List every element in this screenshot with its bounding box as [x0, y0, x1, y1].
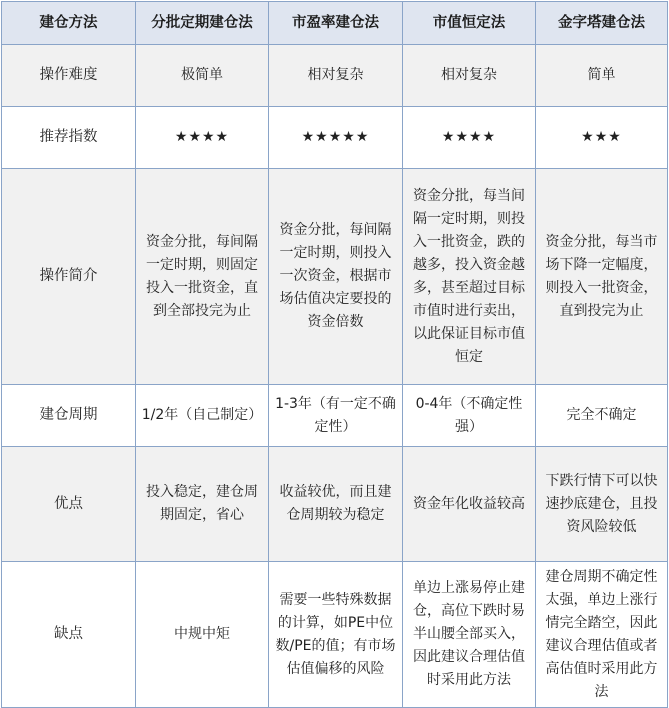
- row-label: 缺点: [2, 562, 136, 708]
- rating-stars: ★★★★★: [269, 107, 403, 169]
- table-row-difficulty: [2, 45, 668, 107]
- row-label: 操作简介: [2, 169, 136, 385]
- table-cell: 中规中矩: [136, 562, 269, 708]
- table-cell: 下跌行情下可以快速抄底建仓，且投资风险较低: [536, 447, 668, 562]
- table-row-rating: [2, 107, 668, 169]
- table-cell: 建仓周期不确定性太强，单边上涨行情完全踏空，因此建议合理估值或者高估值时采用此方法: [536, 562, 668, 708]
- row-label: 操作难度: [2, 45, 136, 107]
- table-cell: 0-4年（不确定性强）: [403, 385, 536, 447]
- header-periodic-batch: 分批定期建仓法: [136, 2, 269, 45]
- header-method: 建仓方法: [2, 2, 136, 45]
- header-pyramid: 金字塔建仓法: [536, 2, 668, 45]
- rating-stars: ★★★★: [403, 107, 536, 169]
- row-label: 推荐指数: [2, 107, 136, 169]
- rating-stars: ★★★★: [136, 107, 269, 169]
- table-cell: 相对复杂: [269, 45, 403, 107]
- header-row: [2, 2, 668, 45]
- comparison-table: [1, 1, 668, 708]
- table-cell: 单边上涨易停止建仓，高位下跌时易半山腰全部买入，因此建议合理估值时采用此方法: [403, 562, 536, 708]
- table-row-period: [2, 385, 668, 447]
- table-cell: 1/2年（自己制定）: [136, 385, 269, 447]
- table-cell: 需要一些特殊数据的计算，如PE中位数/PE的值；有市场估值偏移的风险: [269, 562, 403, 708]
- table-cell: 资金分批，每当市场下降一定幅度，则投入一批资金，直到投完为止: [536, 169, 668, 385]
- table-row-cons: [2, 562, 668, 708]
- rating-stars: ★★★: [536, 107, 668, 169]
- header-constant-value: 市值恒定法: [403, 2, 536, 45]
- row-label: 优点: [2, 447, 136, 562]
- table-cell: 收益较优，而且建仓周期较为稳定: [269, 447, 403, 562]
- table-cell: 资金分批，每间隔一定时期，则投入一次资金，根据市场估值决定要投的资金倍数: [269, 169, 403, 385]
- table-cell: 1-3年（有一定不确定性）: [269, 385, 403, 447]
- table-row-description: [2, 169, 668, 385]
- header-pe-ratio: 市盈率建仓法: [269, 2, 403, 45]
- table-cell: 相对复杂: [403, 45, 536, 107]
- table-row-pros: [2, 447, 668, 562]
- table-cell: 资金分批，每间隔一定时期，则固定投入一批资金，直到全部投完为止: [136, 169, 269, 385]
- row-label: 建仓周期: [2, 385, 136, 447]
- table-cell: 极简单: [136, 45, 269, 107]
- table-cell: 投入稳定，建仓周期固定，省心: [136, 447, 269, 562]
- table-cell: 资金年化收益较高: [403, 447, 536, 562]
- table-cell: 完全不确定: [536, 385, 668, 447]
- table-cell: 简单: [536, 45, 668, 107]
- table-cell: 资金分批，每当间隔一定时期，则投入一批资金，跌的越多，投入资金越多，甚至超过目标市值时进行卖出，以此保证目标市值恒定: [403, 169, 536, 385]
